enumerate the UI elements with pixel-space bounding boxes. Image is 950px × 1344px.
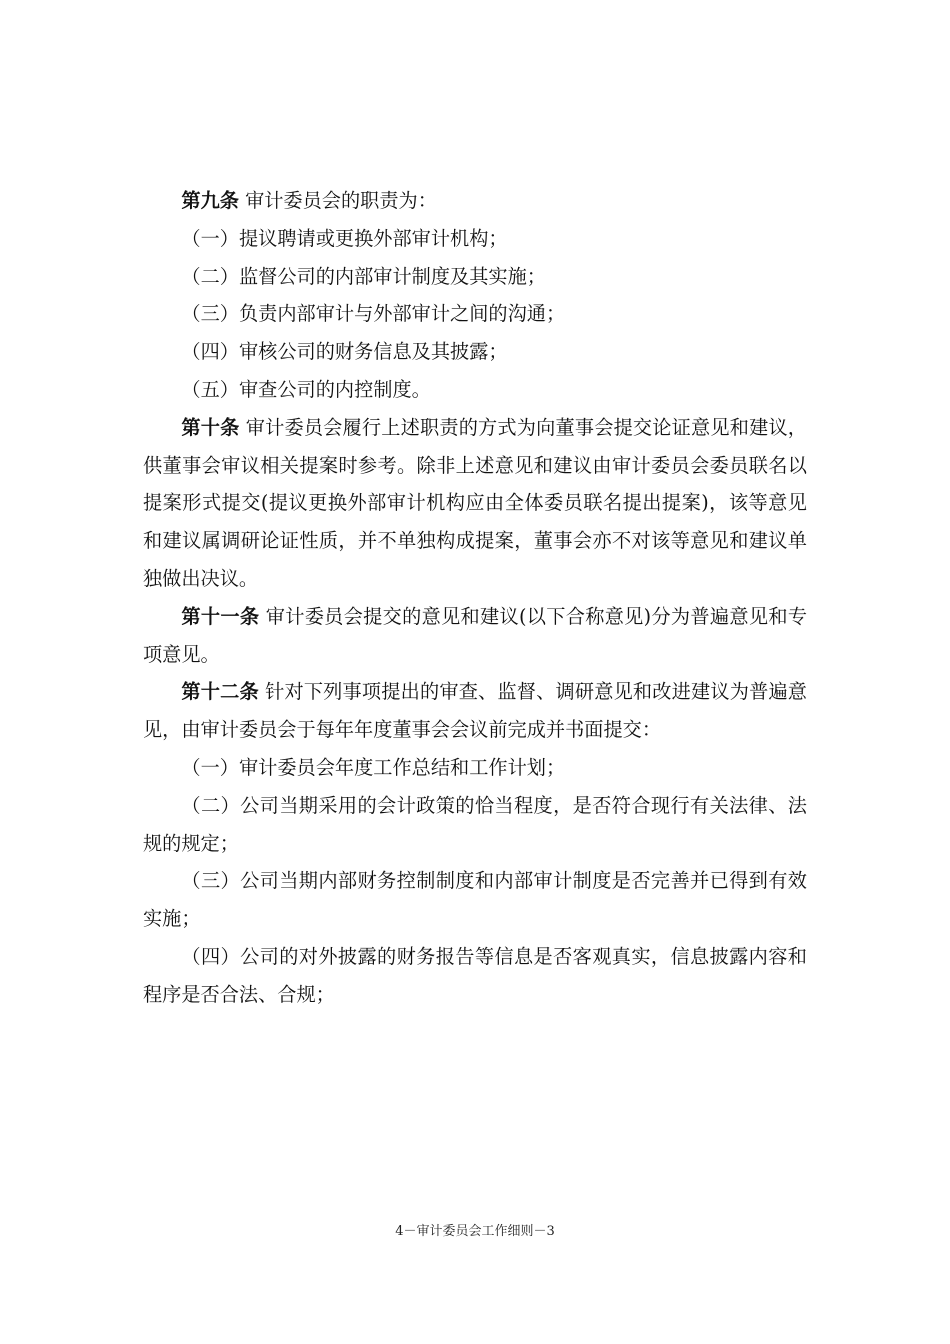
article-12-text: 针对下列事项提出的审查、监督、调研意见和改进建议为普遍意见，由审计委员会于每年年度董事会会议前完成并书面提交：	[143, 680, 807, 742]
article-12-item-4: （四）公司的对外披露的财务报告等信息是否客观真实，信息披露内容和程序是否合法、合规；	[143, 944, 807, 1006]
article-9-item-1: （一）提议聘请或更换外部审计机构；	[181, 226, 508, 250]
article-9-item-2: （二）监督公司的内部审计制度及其实施；	[181, 264, 546, 288]
article-9-item-4: （四）审核公司的财务信息及其披露；	[181, 340, 508, 364]
article-12-item-3: （三）公司当期内部财务控制制度和内部审计制度是否完善并已得到有效实施；	[143, 869, 807, 931]
article-11-title: 第十一条	[181, 604, 260, 628]
article-12-item-2: （二）公司当期采用的会计政策的恰当程度，是否符合现行有关法律、法规的规定；	[143, 793, 807, 855]
article-12	[143, 673, 807, 749]
article-9-text: 审计委员会的职责为：	[245, 189, 437, 212]
article-11-text: 审计委员会提交的意见和建议(以下合称意见)分为普遍意见和专项意见。	[143, 604, 808, 666]
article-9-item-5: （五）审查公司的内控制度。	[181, 377, 431, 401]
article-9-title: 第九条	[181, 189, 239, 212]
article-9-item-3: （三）负责内部审计与外部审计之间的沟通；	[181, 302, 566, 326]
article-12-item-1: （一）审计委员会年度工作总结和工作计划；	[181, 755, 566, 779]
article-10	[143, 409, 807, 598]
article-12-title: 第十二条	[181, 680, 259, 704]
article-11	[143, 598, 807, 674]
article-10-title: 第十条	[181, 415, 240, 439]
article-10-text: 审计委员会履行上述职责的方式为向董事会提交论证意见和建议，供董事会审议相关提案时参考。除非上述意见和建议由审计委员会委员联名以提案形式提交(提议更换外部审计机构应由全体委员联名提出提案)，该等意见和建议属调研论证性质，并不单独构成提案，董事会亦不对该等意见和建议单独做出决议。	[143, 415, 807, 590]
article-9-heading	[143, 182, 807, 220]
document-body	[143, 182, 807, 1014]
page-footer: 4－审计委员会工作细则－3	[395, 1224, 555, 1239]
